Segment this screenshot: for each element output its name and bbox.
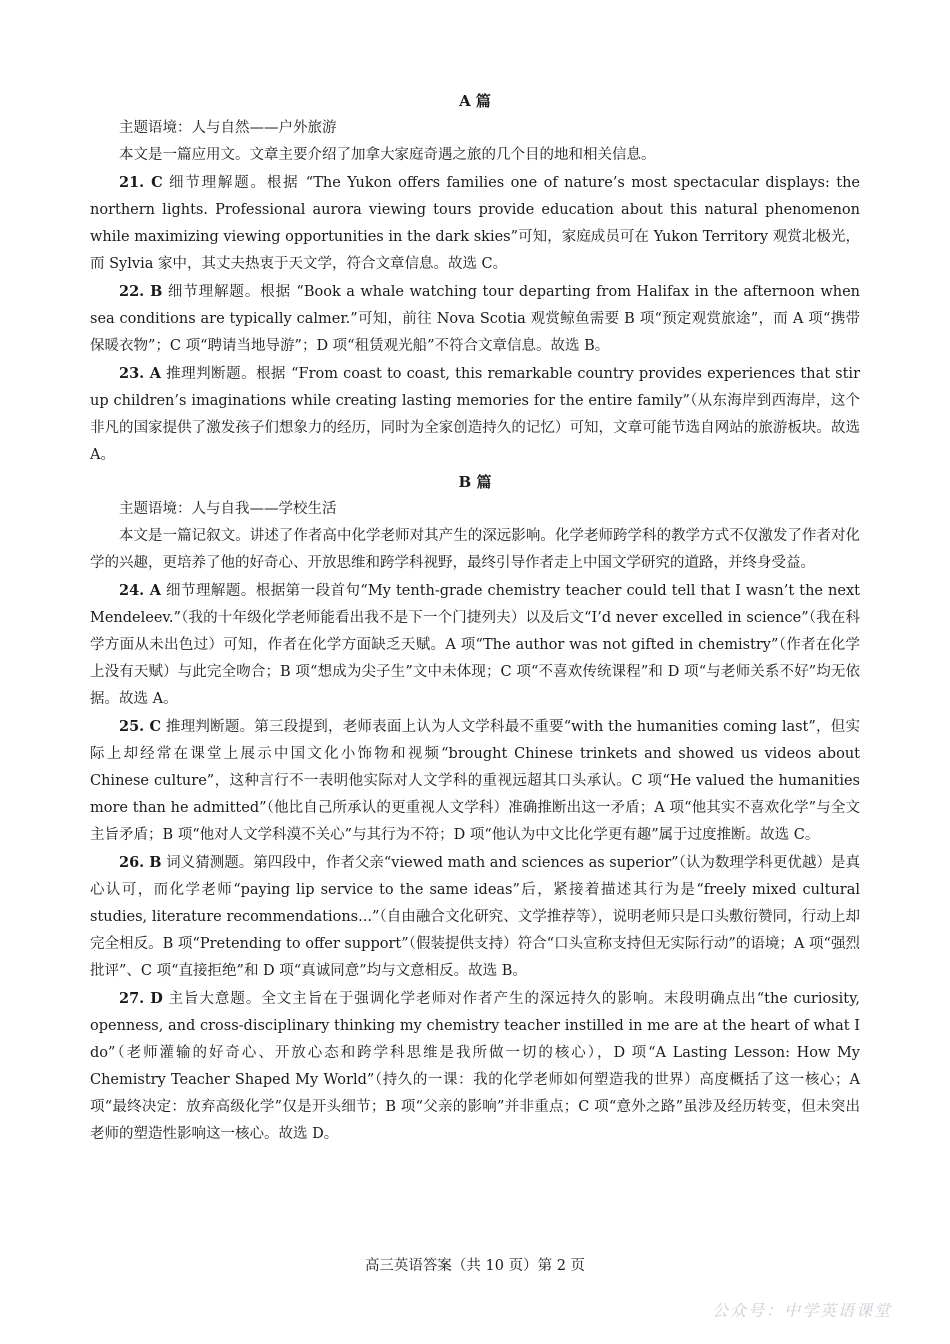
question-24: [90, 577, 860, 713]
question-23: [90, 360, 860, 469]
question-number: 21. C: [119, 174, 163, 191]
question-number: 25. C: [119, 718, 162, 735]
question-26: [90, 849, 860, 985]
question-27: [90, 985, 860, 1148]
question-explanation: 细节理解题。根据 “Book a whale watching tour departing from Halifax in the afternoon when sea conditions are typically calmer.”可知，前往 Nova Scotia 观赏鲸鱼需要 B 项“预定观赏旅途”，而 A 项“携带保暖衣物”；C 项“聘请当地导游”；D 项“租赁观光船”不符合文章信息。故选 B。: [90, 284, 861, 354]
question-22: [90, 278, 860, 360]
question-explanation: 推理判断题。根据 “From coast to coast, this remarkable country provides experiences that stir up children’s imaginations while creating lasting memories for the entire family”（从东海岸到西海岸，这个非凡的国家提供了激发孩子们想象力的经历，同时为全家创造持久的记忆）可知，文章可能节选自网站的旅游板块。故选 A。: [90, 366, 860, 463]
question-number: 26. B: [119, 854, 162, 871]
section-a-summary: 本文是一篇应用文。文章主要介绍了加拿大家庭奇遇之旅的几个目的地和相关信息。: [119, 147, 656, 163]
page-footer: 高三英语答案（共 10 页）第 2 页: [364, 1258, 586, 1274]
question-number: 27. D: [119, 990, 163, 1007]
question-number: 22. B: [119, 283, 163, 300]
section-a-title: A 篇: [459, 92, 491, 110]
question-explanation: 推理判断题。第三段提到，老师表面上认为人文学科最不重要“with the humanities coming last”，但实际上却经常在课堂上展示中国文化小饰物和视频“brought Chinese trinkets and showed us videos about Chinese culture”，这种言行不一表明他实际对人文学科的重视远超其口头承认。C 项“He valued the humanities more than he admitted”（他比自己所承认的更重视人文学科）准确推断出这一矛盾；A 项“他其实不喜欢化学”与全文主旨矛盾；B 项“他对人文学科漠不关心”与其行为不符；D 项“他认为中文比化学更有趣”属于过度推断。故选 C。: [90, 719, 860, 843]
question-25: [90, 713, 860, 849]
question-explanation: 主旨大意题。全文主旨在于强调化学老师对作者产生的深远持久的影响。末段明确点出“the curiosity, openness, and cross-disciplinary thinking my chemistry teacher instilled in me are at the heart of what I do”（老师灌输的好奇心、开放心态和跨学科思维是我所做一切的核心），D 项“A Lasting Lesson: How My Chemistry Teacher Shaped My World”（持久的一课：我的化学老师如何塑造我的世界）高度概括了这一核心；A 项“最终决定：放弃高级化学”仅是开头细节；B 项“父亲的影响”并非重点；C 项“意外之路”虽涉及经历转变，但未突出老师的塑造性影响这一核心。故选 D。: [90, 991, 860, 1142]
question-number: 24. A: [119, 582, 161, 599]
answer-page: [90, 88, 860, 1148]
section-a-theme: 主题语境：人与自然——户外旅游: [119, 120, 337, 136]
watermark: 公众号：中学英语课堂: [711, 1301, 892, 1320]
question-number: 23. A: [119, 365, 162, 382]
question-explanation: 词义猜测题。第四段中，作者父亲“viewed math and sciences as superior”（认为数理学科更优越）是真心认可，而化学老师“paying lip service to the same ideas”后，紧接着描述其行为是“freely mixed cultural studies, literature recommendations...”（自由融合文化研究、文学推荐等），说明老师只是口头敷衍赞同，行动上却完全相反。B 项“Pretending to offer support”（假装提供支持）符合“口头宣称支持但无实际行动”的语境；A 项“强烈批评”、C 项“直接拒绝”和 D 项“真诚同意”均与文意相反。故选 B。: [90, 855, 860, 979]
section-b-theme: 主题语境：人与自我——学校生活: [119, 501, 337, 517]
section-b-summary: 本文是一篇记叙文。讲述了作者高中化学老师对其产生的深远影响。化学老师跨学科的教学方式不仅激发了作者对化学的兴趣，更培养了他的好奇心、开放思维和跨学科视野，最终引导作者走上中国文学研究的道路，并终身受益。: [90, 528, 860, 571]
question-21: [90, 169, 860, 278]
question-explanation: 细节理解题。根据第一段首句“My tenth-grade chemistry teacher could tell that I wasn’t the next Mendeleev.”（我的十年级化学老师能看出我不是下一个门捷列夫）以及后文“I’d never excelled in science”（我在科学方面从未出色过）可知，作者在化学方面缺乏天赋。A 项“The author was not gifted in chemistry”（作者在化学上没有天赋）与此完全吻合；B 项“想成为尖子生”文中未体现；C 项“不喜欢传统课程”和 D 项“与老师关系不好”均无依据。故选 A。: [90, 583, 860, 707]
question-explanation: 细节理解题。根据 “The Yukon offers families one of nature’s most spectacular displays: the northern lights. Professional aurora viewing tours provide education about this natural phenomenon while maximizing viewing opportunities in the dark skies”可知，家庭成员可在 Yukon Territory 观赏北极光，而 Sylvia 家中，其丈夫热衷于天文学，符合文章信息。故选 C。: [90, 175, 860, 272]
section-b-title: B 篇: [458, 473, 492, 491]
